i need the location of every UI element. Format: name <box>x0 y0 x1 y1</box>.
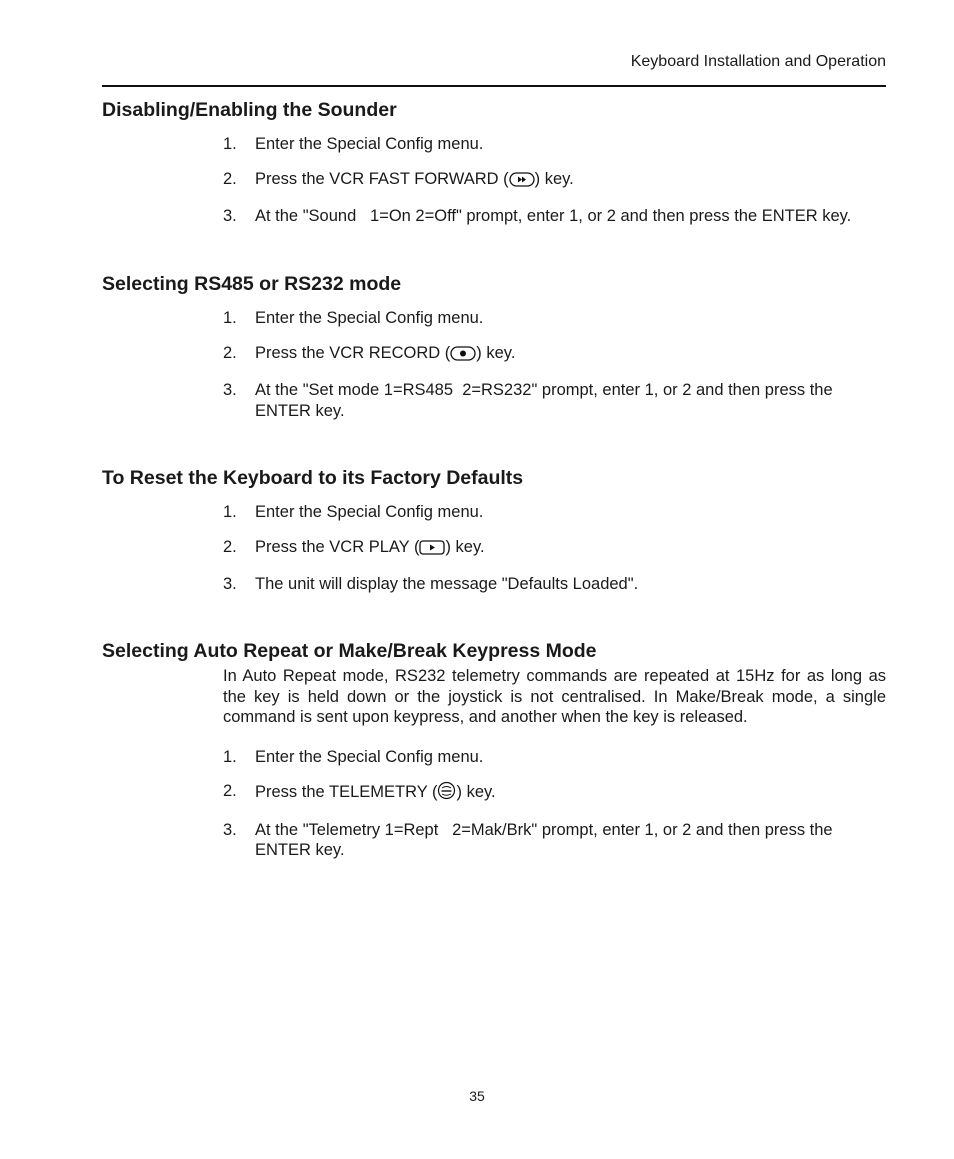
step-number: 3. <box>223 207 237 225</box>
section-sounder <box>102 98 886 227</box>
steps-list <box>102 308 886 421</box>
steps-list <box>102 502 886 595</box>
step-number: 3. <box>223 381 237 399</box>
step-text: Enter the Special Config menu. <box>255 309 484 327</box>
step-number: 1. <box>223 309 237 327</box>
step-text-after: ) key. <box>456 783 496 801</box>
step-text: Enter the Special Config menu. <box>255 503 484 521</box>
fast-forward-key-icon <box>509 172 535 193</box>
step-item <box>102 206 886 227</box>
step-item <box>102 343 886 367</box>
play-key-icon <box>419 540 445 561</box>
step-item <box>102 747 886 768</box>
step-text-after: ) key. <box>476 343 516 362</box>
record-key-icon <box>450 346 476 367</box>
step-text-before: Press the TELEMETRY ( <box>255 783 438 801</box>
step-number: 1. <box>223 135 237 153</box>
page-number: 35 <box>469 1088 485 1104</box>
step-number: 2. <box>223 343 237 362</box>
step-number: 2. <box>223 537 237 556</box>
step-text: Enter the Special Config menu. <box>255 135 484 153</box>
step-number: 1. <box>223 747 237 766</box>
telemetry-key-icon <box>437 781 456 806</box>
running-header: Keyboard Installation and Operation <box>630 53 886 70</box>
section-mode <box>102 272 886 421</box>
step-text: At the "Telemetry 1=Rept 2=Mak/Brk" prompt, enter 1, or 2 and then press the ENTER key. <box>255 820 838 859</box>
step-number: 3. <box>223 575 237 593</box>
steps-list <box>102 747 886 861</box>
step-item <box>102 574 886 595</box>
step-item <box>102 502 886 523</box>
step-item <box>102 308 886 329</box>
section-intro-paragraph: In Auto Repeat mode, RS232 telemetry commands are repeated at 15Hz for as long as the key is held down or the joystick is not centralised. In Make/Break mode, a single command is sent upon keypress, and another when the key is released. <box>223 667 886 726</box>
step-text-before: Press the VCR FAST FORWARD ( <box>255 169 509 188</box>
step-item <box>102 537 886 561</box>
step-item <box>102 380 886 421</box>
step-item <box>102 134 886 155</box>
step-number: 2. <box>223 782 237 800</box>
step-text: At the "Set mode 1=RS485 2=RS232" prompt, enter 1, or 2 and then press the ENTER key. <box>255 381 838 420</box>
step-number: 2. <box>223 169 237 188</box>
step-text-before: Press the VCR RECORD ( <box>255 343 451 362</box>
step-text-after: ) key. <box>445 537 485 556</box>
step-text: Enter the Special Config menu. <box>255 747 484 766</box>
step-text: At the "Sound 1=On 2=Off" prompt, enter 1, or 2 and then press the ENTER key. <box>255 207 852 225</box>
section-heading: Selecting RS485 or RS232 mode <box>102 273 402 295</box>
steps-list <box>102 134 886 227</box>
section-heading: Disabling/Enabling the Sounder <box>102 99 397 121</box>
step-text-after: ) key. <box>534 169 574 188</box>
step-number: 1. <box>223 503 237 521</box>
step-item <box>102 781 886 806</box>
step-item <box>102 820 886 861</box>
header-rule <box>102 85 886 87</box>
step-text-before: Press the VCR PLAY ( <box>255 537 420 556</box>
section-heading: Selecting Auto Repeat or Make/Break Keypress Mode <box>102 640 597 662</box>
step-item <box>102 169 886 193</box>
section-heading: To Reset the Keyboard to its Factory Defaults <box>102 467 524 489</box>
step-text: The unit will display the message "Defaults Loaded". <box>255 575 639 593</box>
step-number: 3. <box>223 820 237 839</box>
section-auto-repeat <box>102 639 886 861</box>
section-factory-defaults <box>102 466 886 595</box>
